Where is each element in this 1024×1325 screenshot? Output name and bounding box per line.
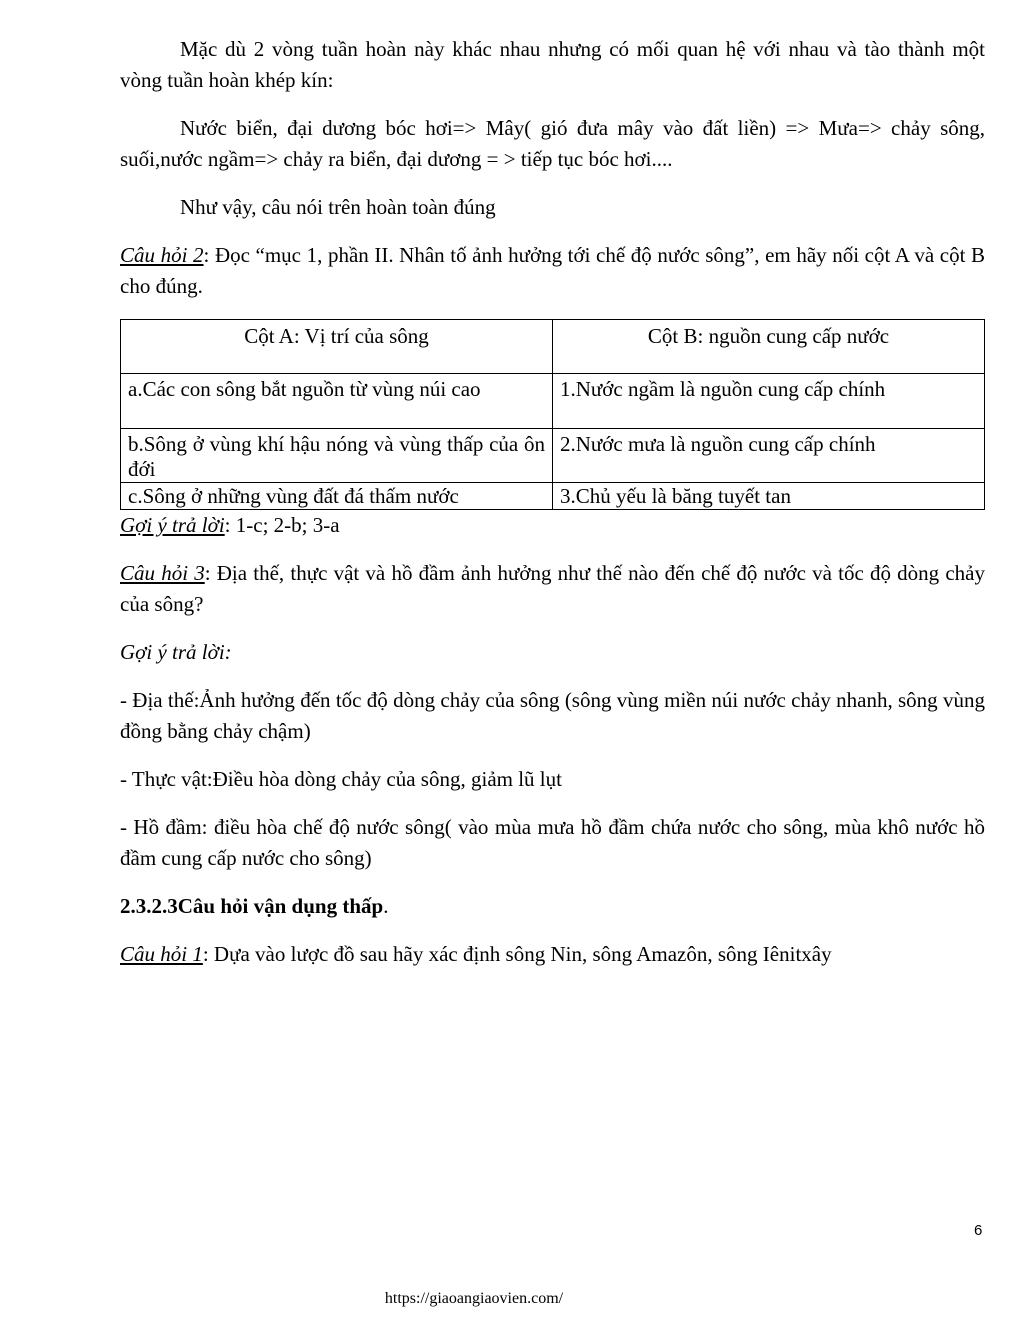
- bullet-lakes: - Hồ đầm: điều hòa chế độ nước sông( vào mùa mưa hồ đầm chứa nước cho sông, mùa khô nước hồ đầm cung cấp nước cho sông): [120, 815, 985, 870]
- question-3-text: : Địa thế, thực vật và hồ đầm ảnh hưởng như thế nào đến chế độ nước và tốc độ dòng chảy của sông?: [120, 561, 985, 616]
- cell-column-b: 1.Nước ngầm là nguồn cung cấp chính: [553, 374, 985, 429]
- question-2-text: : Đọc “mục 1, phần II. Nhân tố ảnh hưởng tới chế độ nước sông”, em hãy nối cột A và cột B cho đúng.: [120, 243, 986, 298]
- question-1-text: : Dựa vào lược đồ sau hãy xác định sông Nin, sông Amazôn, sông Iênitxây: [202, 942, 832, 966]
- page-number: 6: [974, 1222, 983, 1239]
- paragraph-water-cycle: Nước biển, đại dương bóc hơi=> Mây( gió đưa mây vào đất liền) => Mưa=> chảy sông, suối,nước ngầm=> chảy ra biển, đại dương = > tiếp tục bóc hơi....: [120, 116, 985, 171]
- section-heading-text: 2.3.2.3Câu hỏi vận dụng thấp: [120, 894, 384, 918]
- cell-column-b: 2.Nước mưa là nguồn cung cấp chính: [553, 429, 985, 483]
- question-2: [120, 240, 985, 302]
- question-3-label: Câu hỏi 3: [120, 561, 205, 585]
- question-2-label: Câu hỏi 2: [120, 243, 204, 267]
- paragraph-cycle-relation: Mặc dù 2 vòng tuần hoàn này khác nhau nhưng có mối quan hệ với nhau và tào thành một vòng tuần hoàn khép kín:: [120, 37, 985, 92]
- hint-2-text: : 1-c; 2-b; 3-a: [224, 513, 340, 537]
- footer-url: https://giaoangiaovien.com/: [384, 1290, 564, 1307]
- table-row: [121, 483, 985, 510]
- header-column-b: Cột B: nguồn cung cấp nước: [553, 320, 985, 374]
- question-3: [120, 558, 985, 620]
- cell-column-b: 3.Chủ yếu là băng tuyết tan: [553, 483, 985, 510]
- matching-table: [120, 319, 985, 510]
- hint-answer-3-label: Gợi ý trả lời:: [120, 640, 232, 664]
- section-heading: [120, 891, 985, 922]
- bullet-terrain: - Địa thế:Ảnh hưởng đến tốc độ dòng chảy của sông (sông vùng miền núi nước chảy nhanh, sông vùng đồng bằng chảy chậm): [120, 688, 985, 743]
- question-1: [120, 939, 985, 970]
- paragraph-conclusion: Như vậy, câu nói trên hoàn toàn đúng: [180, 195, 496, 219]
- table-row: [121, 429, 985, 483]
- cell-column-a: c.Sông ở những vùng đất đá thấm nước: [121, 483, 553, 510]
- question-1-label: Câu hỏi 1: [120, 942, 203, 966]
- cell-column-a: a.Các con sông bắt nguồn từ vùng núi cao: [121, 374, 553, 429]
- bullet-vegetation: - Thực vật:Điều hòa dòng chảy của sông, giảm lũ lụt: [120, 767, 562, 791]
- hint-2-label: Gợi ý trả lời: [120, 513, 225, 537]
- cell-column-a: b.Sông ở vùng khí hậu nóng và vùng thấp của ôn đới: [121, 429, 553, 483]
- hint-answer-2: [120, 510, 985, 541]
- document-page: [120, 34, 985, 970]
- table-row: [121, 374, 985, 429]
- table-header-row: [121, 320, 985, 374]
- section-heading-period: .: [383, 894, 389, 918]
- header-column-a: Cột A: Vị trí của sông: [121, 320, 553, 374]
